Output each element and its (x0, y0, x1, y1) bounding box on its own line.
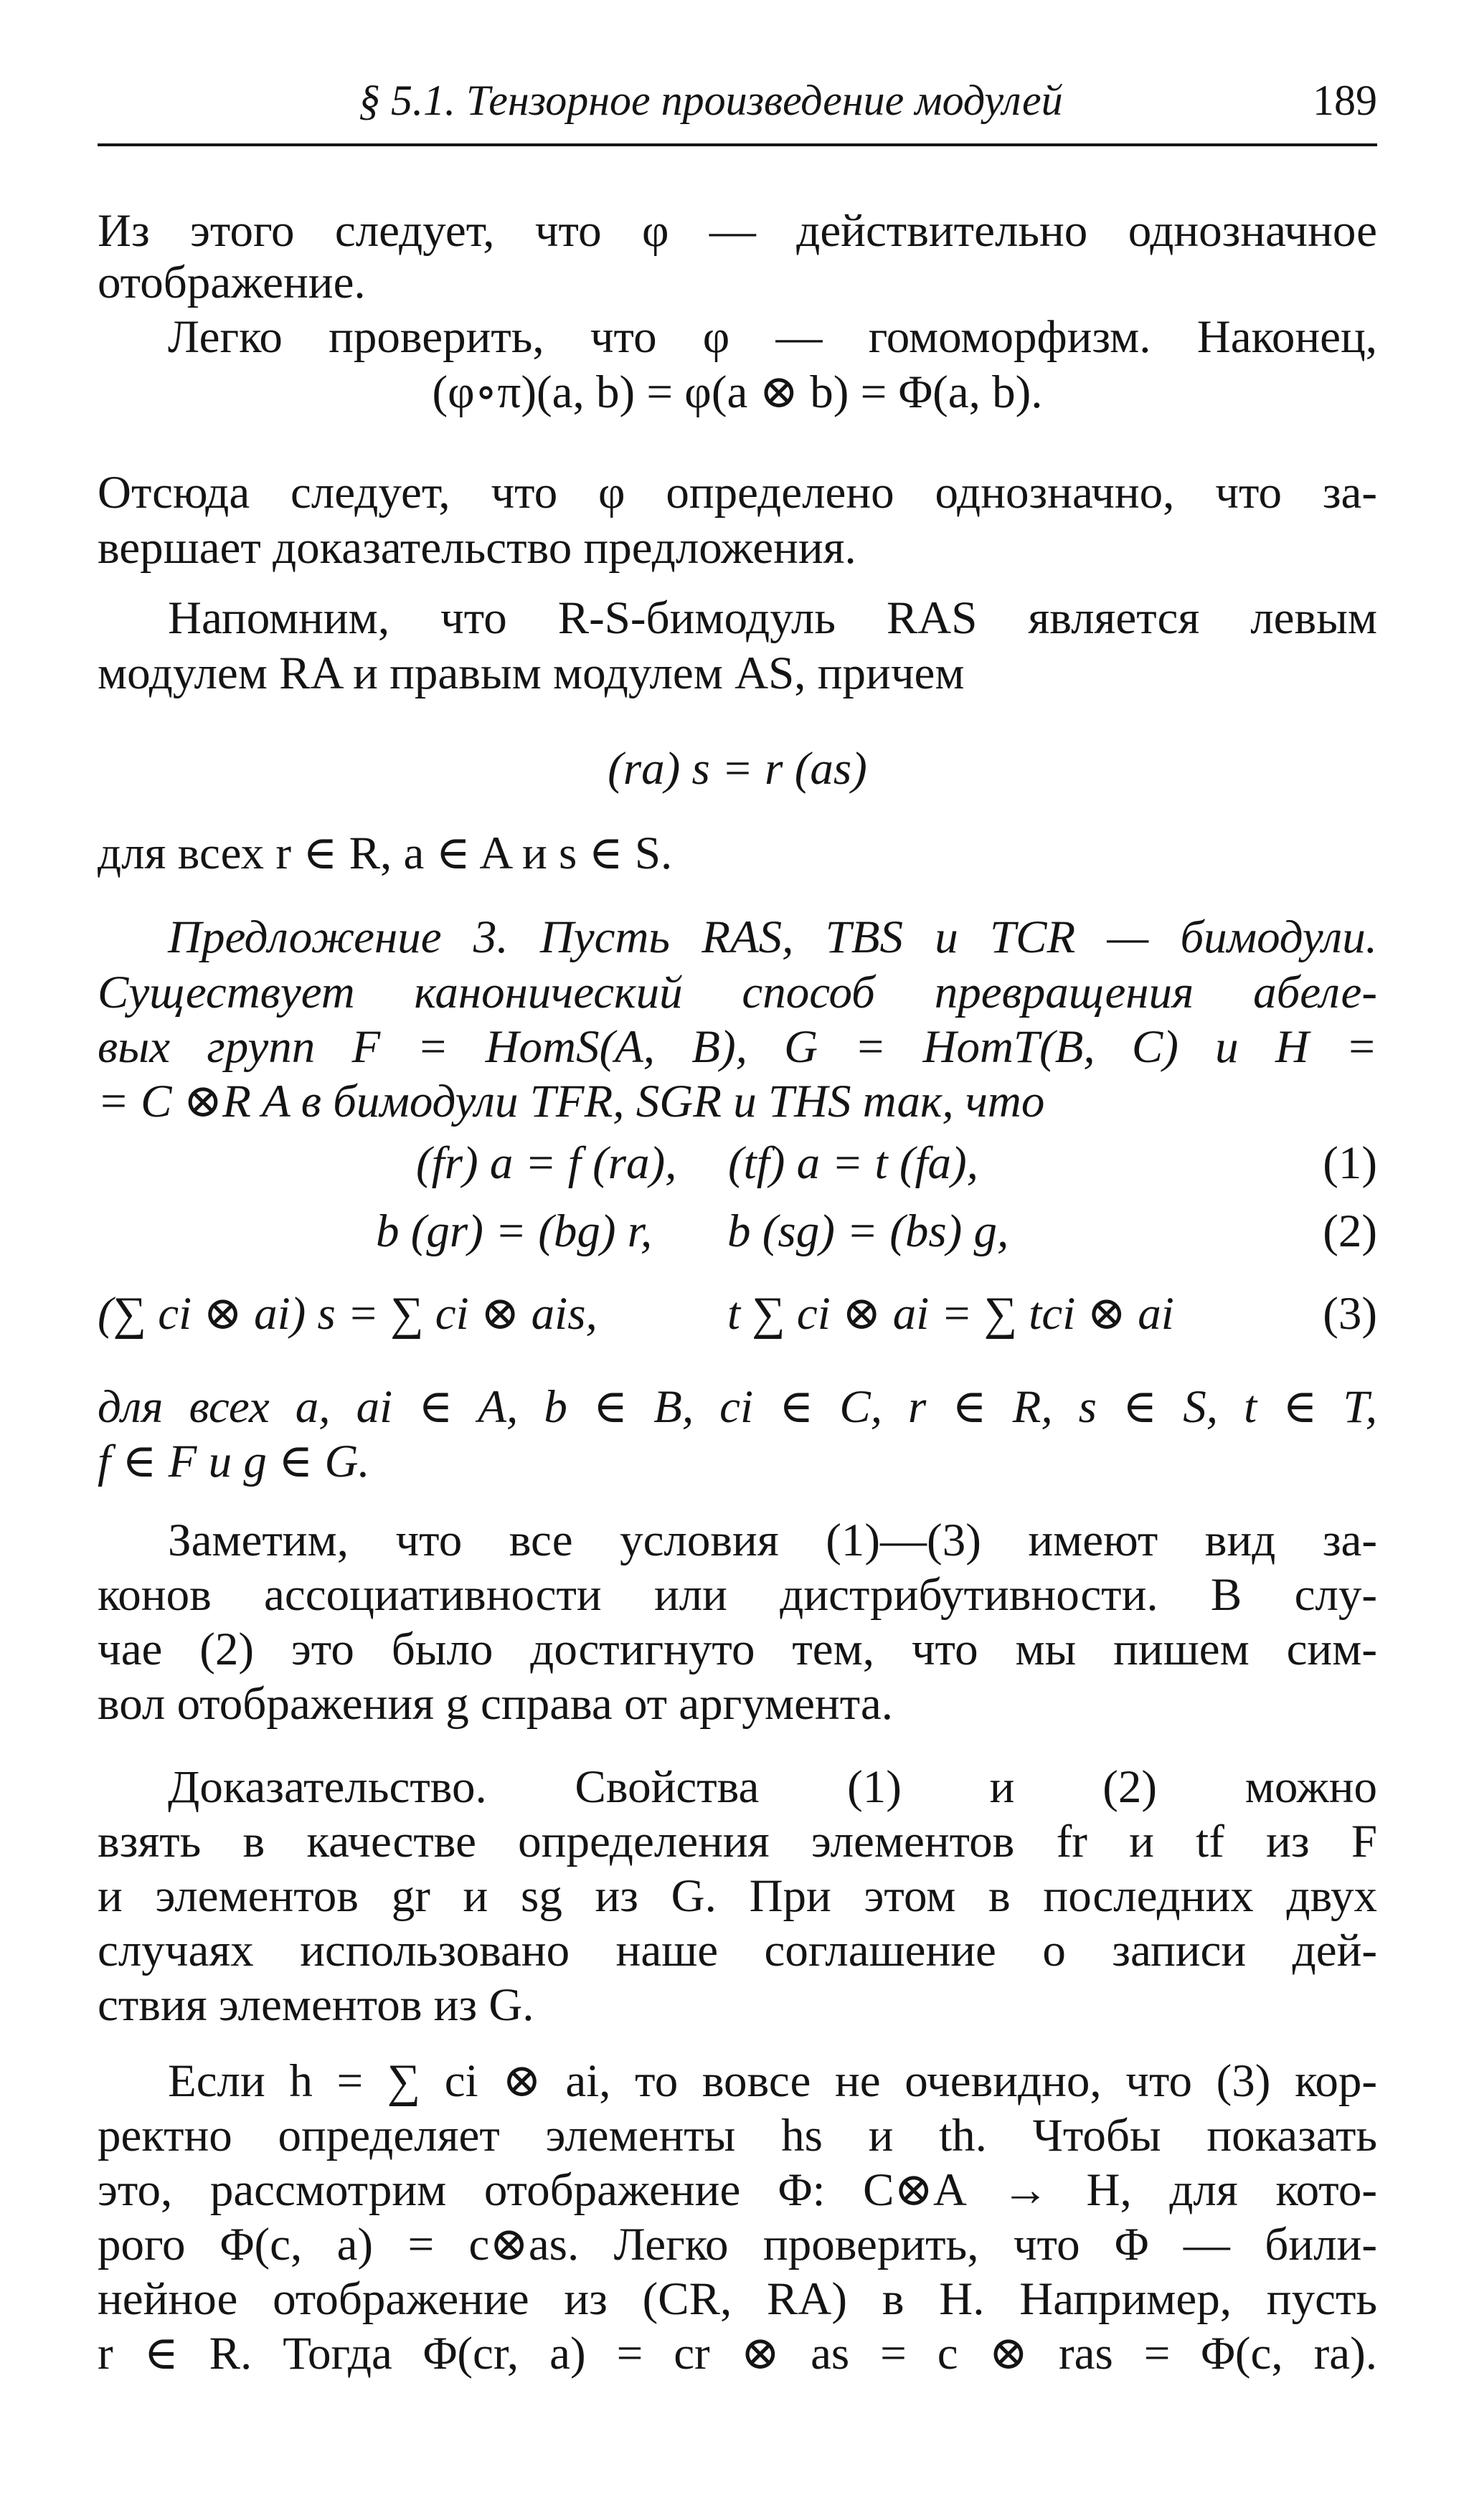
text-line: Заметим, что все условия (1)—(3) имеют вид за- (168, 1515, 1377, 1566)
proposition-line: для всех a, ai ∈ A, b ∈ B, ci ∈ C, r ∈ R, s ∈ S, t ∈ T, (98, 1381, 1377, 1433)
text-line: случаях использовано наше соглашение о записи дей- (98, 1925, 1377, 1976)
formula-line: (φ∘π)(a, b) = φ(a ⊗ b) = Φ(a, b). (432, 366, 1043, 418)
formula-line: (ra) s = r (as) (608, 743, 867, 795)
text-line: для всех r ∈ R, a ∈ A и s ∈ S. (98, 828, 673, 879)
equation-number-1: (1) (1323, 1137, 1377, 1189)
equation-2-right: b (sg) = (bs) g, (727, 1205, 1009, 1257)
proof-line: Доказательство. Свойства (1) и (2) можно (168, 1761, 1377, 1813)
text-line: Напомним, что R-S-бимодуль RAS является левым (168, 592, 1377, 644)
text-line: модулем RA и правым модулем AS, причем (98, 648, 965, 699)
text-line: Отсюда следует, что φ определено однозначно, что за- (98, 467, 1377, 518)
text-line: ректно определяет элементы hs и th. Чтобы показать (98, 2110, 1377, 2161)
equation-3-right: t ∑ ci ⊗ ai = ∑ tci ⊗ ai (727, 1288, 1174, 1340)
text-line: Легко проверить, что φ — гомоморфизм. Наконец, (168, 311, 1377, 363)
text-line: Из этого следует, что φ — действительно однозначное (98, 205, 1377, 257)
proposition-line: f ∈ F и g ∈ G. (98, 1436, 370, 1487)
proposition-line: = C ⊗R A в бимодули TFR, SGR и THS так, что (98, 1076, 1045, 1127)
proposition-line: Существует канонический способ превращения абеле- (98, 967, 1377, 1018)
equation-1-right: (tf) a = t (fa), (728, 1137, 978, 1189)
text-line: вершает доказательство предложения. (98, 522, 856, 574)
proposition-line: вых групп F = HomS(A, B), G = HomT(B, C) и H = (98, 1021, 1377, 1073)
text-line: это, рассмотрим отображение Φ: C⊗A → H, для кото- (98, 2164, 1377, 2216)
equation-2-left: b (gr) = (bg) r, (376, 1205, 653, 1257)
text-line: ствия элементов из G. (98, 1979, 534, 2031)
text-line: рого Φ(c, a) = c⊗as. Легко проверить, что Φ — били- (98, 2219, 1377, 2270)
text-line: r ∈ R. Тогда Φ(cr, a) = cr ⊗ as = c ⊗ ras = Φ(c, ra). (98, 2328, 1377, 2379)
text-line: Если h = ∑ ci ⊗ ai, то вовсе не очевидно, что (3) кор- (168, 2055, 1377, 2107)
equation-number-2: (2) (1323, 1205, 1377, 1257)
text-line: вол отображения g справа от аргумента. (98, 1678, 893, 1730)
running-title: § 5.1. Тензорное произведение модулей (359, 77, 1063, 124)
text-line: и элементов gr и sg из G. При этом в последних двух (98, 1870, 1377, 1922)
text-line: конов ассоциативности или дистрибутивности. В слу- (98, 1569, 1377, 1621)
text-line: нейное отображение из (CR, RA) в H. Например, пусть (98, 2273, 1377, 2325)
equation-number-3: (3) (1323, 1288, 1377, 1340)
page-number: 189 (1313, 77, 1377, 124)
equation-3-left: (∑ ci ⊗ ai) s = ∑ ci ⊗ ais, (98, 1288, 597, 1340)
equation-1-left: (fr) a = f (ra), (416, 1137, 677, 1189)
text-line: взять в качестве определения элементов fr и tf из F (98, 1816, 1377, 1867)
proposition-line: Предложение 3. Пусть RAS, TBS и TCR — бимодули. (168, 911, 1377, 963)
text-line: отображение. (98, 257, 366, 308)
page-header (98, 72, 1377, 146)
text-line: чае (2) это было достигнуто тем, что мы пишем сим- (98, 1624, 1377, 1675)
